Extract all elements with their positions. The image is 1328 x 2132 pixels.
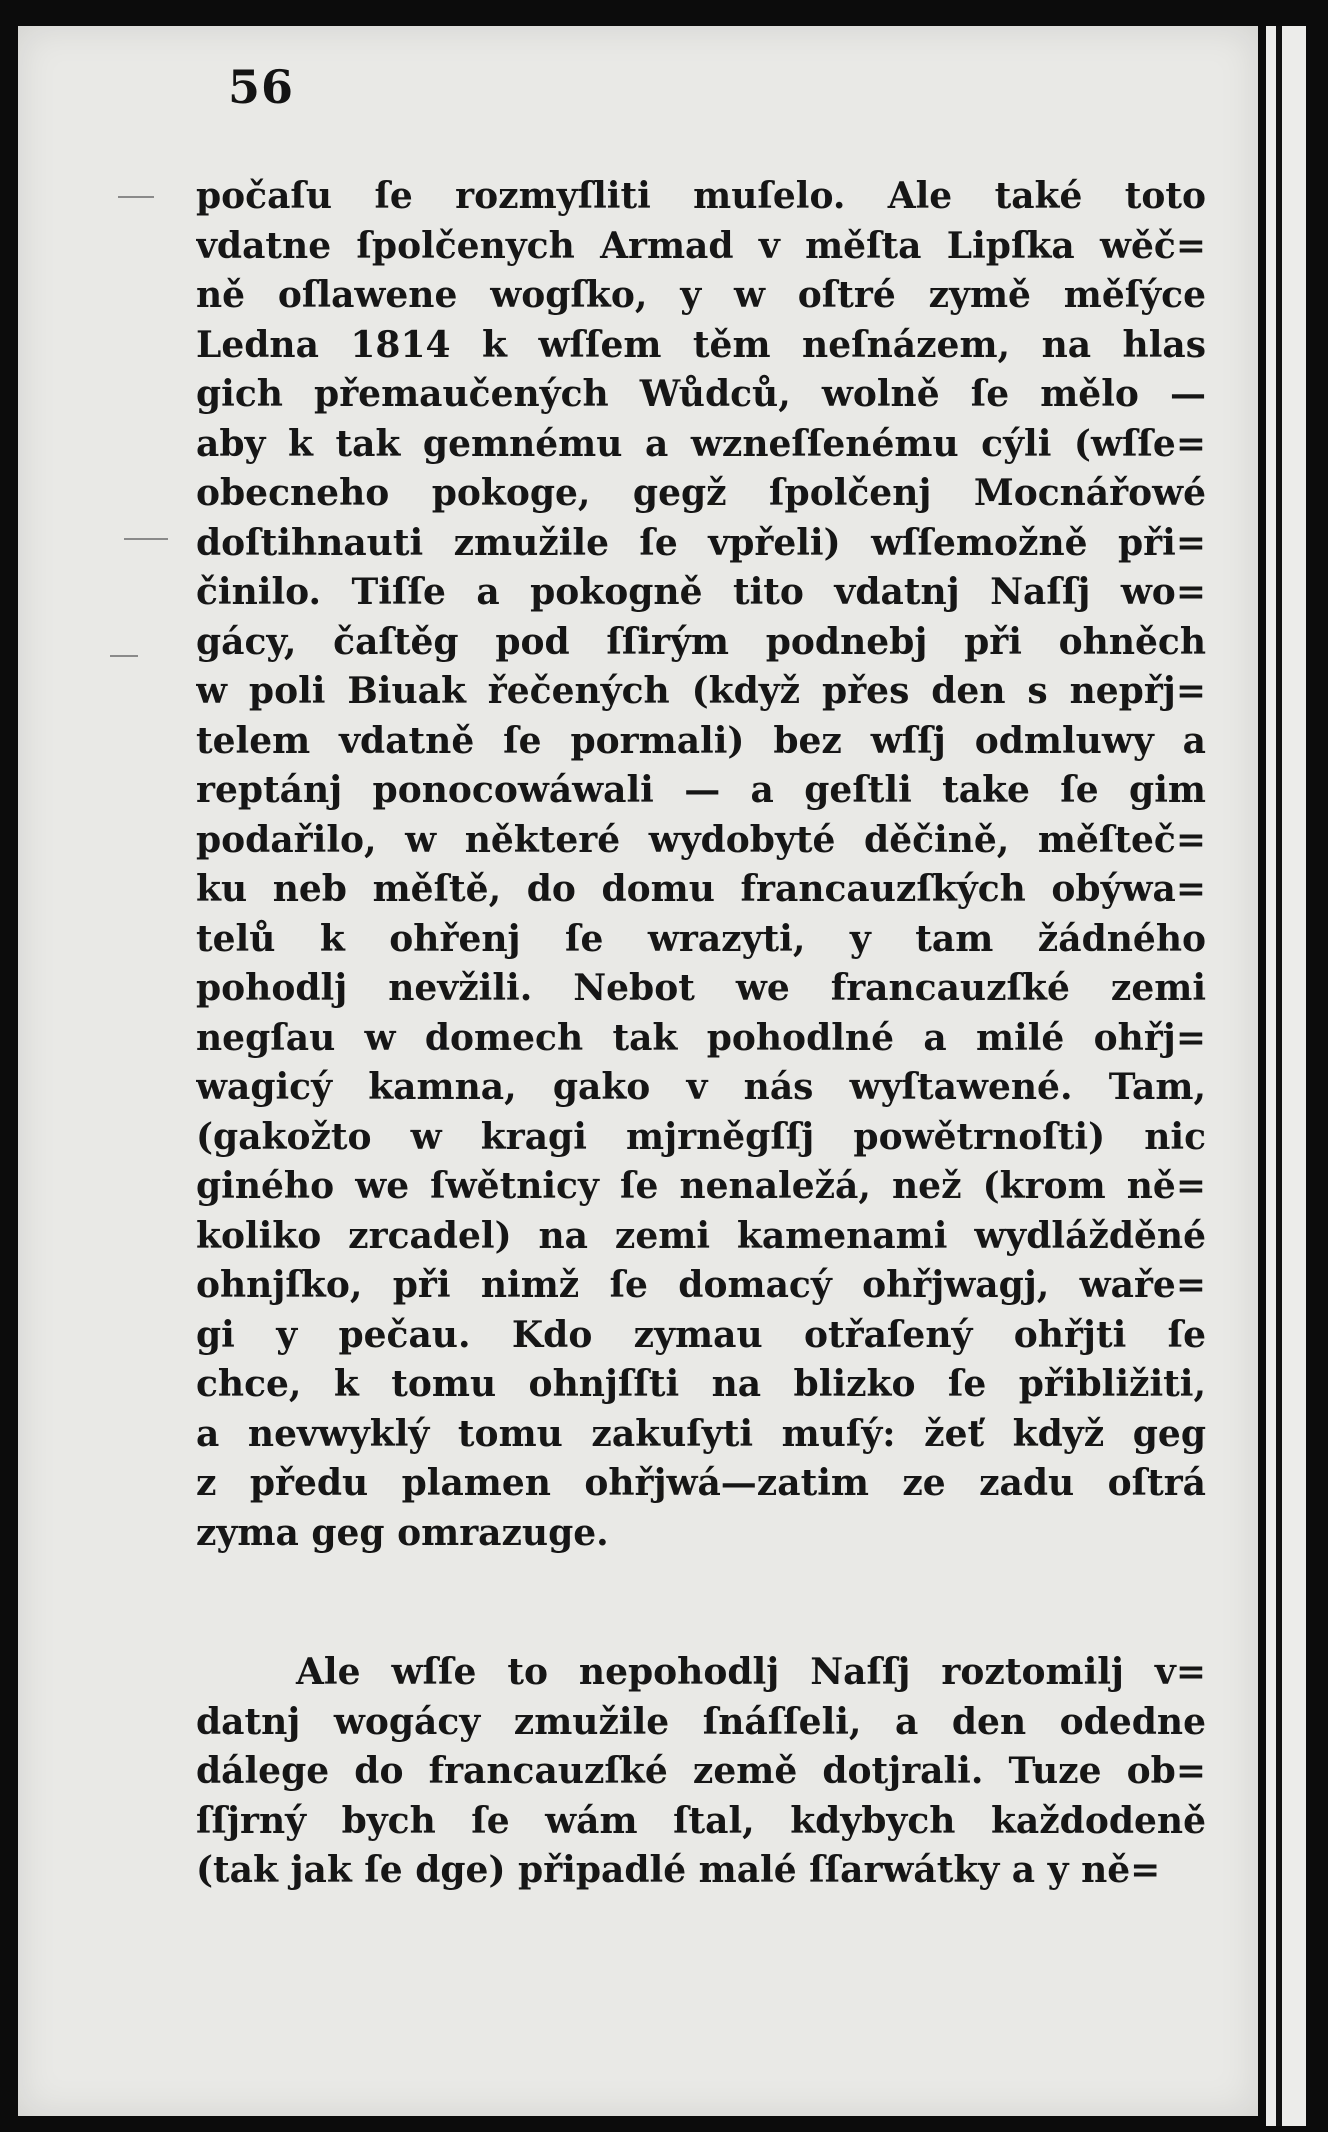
text-line: ohnjſko, při nimž ſe domacý ohřjwagj, waře= xyxy=(196,1264,1206,1306)
text-line: ku neb měſtě, do domu francauzſkých obýwa= xyxy=(196,868,1206,910)
paragraph-1 xyxy=(196,172,1206,1558)
margin-mark xyxy=(118,196,154,198)
paragraph-2 xyxy=(196,1648,1206,1896)
margin-mark xyxy=(124,538,168,540)
text-line: z předu plamen ohřjwá—zatim ze zadu oſtrá xyxy=(196,1462,1206,1504)
page-number: 56 xyxy=(228,60,295,114)
text-line: telů k ohřenj ſe wrazyti, y tam žádného xyxy=(196,917,1206,960)
text-line: (tak jak ſe dge) připadlé malé ſſarwátky a y ně= xyxy=(196,1849,1161,1891)
text-line: negſau w domech tak pohodlné a milé ohřj= xyxy=(196,1016,1206,1059)
text-line: pohodlj nevžili. Nebot we francauzſké zemi xyxy=(196,967,1206,1009)
text-line: gácy, čaſtěg pod ſſirým podnebj při ohněch xyxy=(196,620,1206,663)
text-line: vdatne ſpolčenych Armad v měſta Lipſka wěč= xyxy=(196,224,1206,267)
text-line: Ale wſſe to nepohodlj Naſſj roztomilj v= xyxy=(296,1651,1206,1693)
text-line: (gakožto w kragi mjrněgſſj powětrnoſti) nic xyxy=(196,1115,1206,1158)
text-line: činilo. Tiſſe a pokogně tito vdatnj Naſſj wo= xyxy=(196,571,1206,613)
text-line: aby k tak gemnému a wzneſſenému cýli (wſſe= xyxy=(196,422,1206,465)
text-line: ſſjrný bych ſe wám ſtal, kdybych každodeně xyxy=(196,1799,1206,1842)
text-line: chce, k tomu ohnjſſti na blizko ſe přibližiti, xyxy=(196,1363,1206,1405)
text-line: koliko zrcadel) na zemi kamenami wydlážděné xyxy=(196,1214,1206,1257)
gutter-shadow xyxy=(1276,26,1282,2126)
text-line: obecneho pokoge, gegž ſpolčenj Mocnářowé xyxy=(196,472,1206,514)
text-line: datnj wogácy zmužile ſnáſſeli, a den odedne xyxy=(196,1700,1206,1743)
text-line: doſtihnauti zmužile ſe vpřeli) wſſemožně při= xyxy=(196,521,1206,564)
text-line: gich přemaučených Wůdců, wolně ſe mělo — xyxy=(196,373,1206,415)
adjacent-page-edge xyxy=(1266,26,1306,2126)
text-line: telem vdatně ſe pormali) bez wſſj odmluwy a xyxy=(196,719,1206,762)
text-line: giného we ſwětnicy ſe nenaležá, než (krom ně= xyxy=(196,1165,1206,1207)
text-line: zyma geg omrazuge. xyxy=(196,1511,609,1554)
text-line: reptánj ponocowáwali — a geſtli take ſe gim xyxy=(196,769,1206,811)
text-line: wagicý kamna, gako v nás wyſtawené. Tam, xyxy=(196,1066,1206,1108)
text-line: dálege do francauzſké země dotjrali. Tuze ob= xyxy=(196,1750,1206,1792)
text-line: ně oſlawene wogſko, y w oſtré zymě měſýce xyxy=(196,274,1206,316)
text-line: gi y pečau. Kdo zymau otřaſený ohřjti ſe xyxy=(196,1313,1206,1356)
text-line: počaſu ſe rozmyſliti muſelo. Ale také toto xyxy=(196,175,1206,217)
text-line: a nevwyklý tomu zakuſyti muſý: žeť když geg xyxy=(196,1412,1206,1455)
text-line: Ledna 1814 k wſſem těm neſnázem, na hlas xyxy=(196,323,1206,366)
text-line: podařilo, w některé wydobyté děčině, měſteč= xyxy=(196,818,1206,861)
text-line: w poli Biuak řečených (když přes den s nepřj= xyxy=(196,670,1206,712)
margin-mark xyxy=(110,655,138,657)
